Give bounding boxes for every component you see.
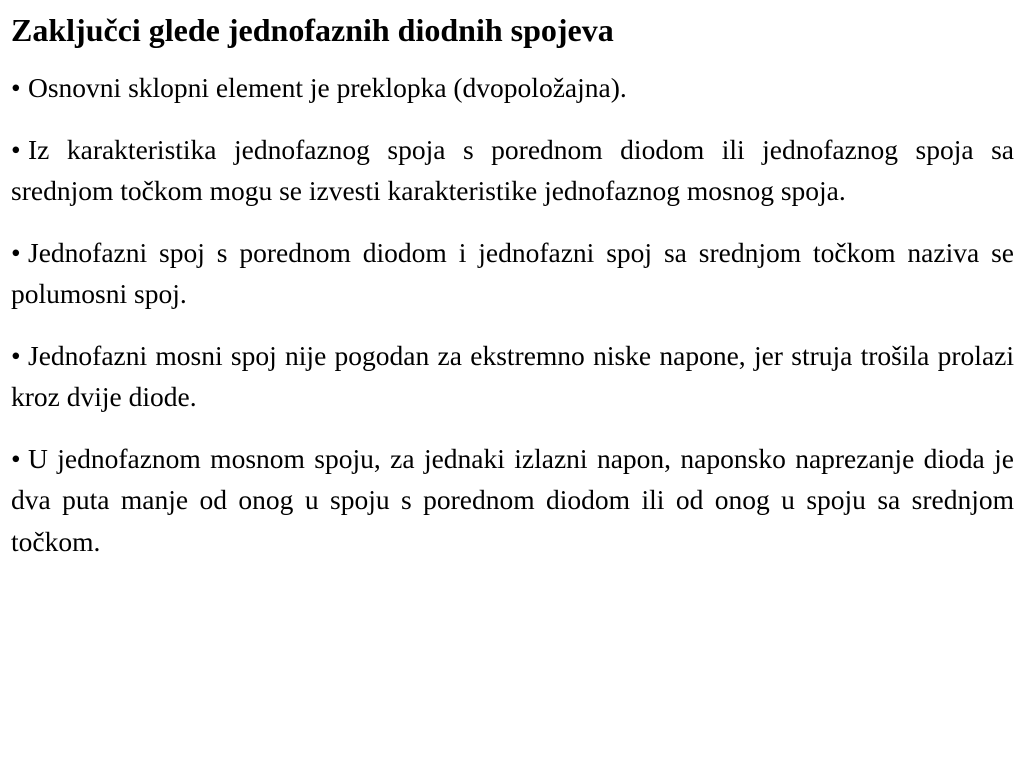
bullet-text: Jednofazni spoj s porednom diodom i jednofazni spoj sa srednjom točkom naziva se polumosni spoj.: [11, 236, 1014, 309]
bullet-icon: •: [11, 442, 21, 474]
bullet-icon: •: [11, 133, 21, 165]
bullet-icon: •: [11, 236, 21, 268]
bullet-text: U jednofaznom mosnom spoju, za jednaki izlazni napon, naponsko naprezanje dioda je dva puta manje od onog u spoju s porednom diodom ili od onog u spoju sa srednjom točkom.: [11, 442, 1014, 557]
bullet-icon: •: [11, 339, 21, 371]
bullet-item: [11, 232, 1014, 315]
bullet-icon: •: [11, 72, 21, 103]
bullet-text: Iz karakteristika jednofaznog spoja s porednom diodom ili jednofaznog spoja sa srednjom točkom mogu se izvesti karakteristike jednofaznog mosnog spoja.: [11, 133, 1014, 206]
bullet-item: [11, 129, 1014, 212]
bullet-list: [11, 67, 1014, 562]
bullet-text: Jednofazni mosni spoj nije pogodan za ekstremno niske napone, jer struja trošila prolazi kroz dvije diode.: [11, 339, 1014, 412]
bullet-item: [11, 335, 1014, 418]
bullet-item: [11, 438, 1014, 563]
bullet-item: [11, 67, 1014, 109]
bullet-text: Osnovni sklopni element je preklopka (dvopoložajna).: [28, 72, 627, 103]
slide-title: Zaključci glede jednofaznih diodnih spojeva: [11, 12, 614, 48]
